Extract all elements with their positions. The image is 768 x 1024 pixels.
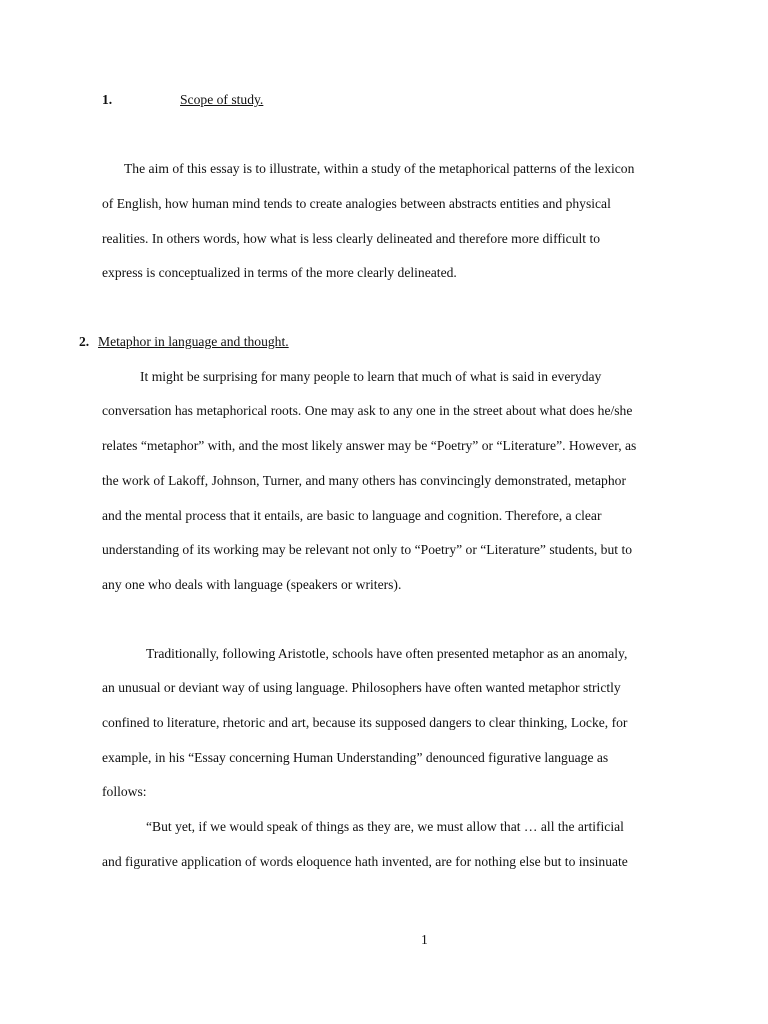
paragraph-line: the work of Lakoff, Johnson, Turner, and many others has convincingly demonstrated, metaphor	[102, 473, 626, 488]
paragraph-line: any one who deals with language (speakers or writers).	[102, 577, 402, 592]
section-1-number: 1.	[102, 92, 113, 107]
paragraph-line: conversation has metaphorical roots. One may ask to any one in the street about what does he/she	[102, 403, 633, 418]
quote-line: and figurative application of words eloquence hath invented, are for nothing else but to insinuate	[102, 854, 628, 869]
paragraph-line: realities. In others words, how what is less clearly delineated and therefore more difficult to	[102, 231, 601, 246]
paragraph-line: example, in his “Essay concerning Human Understanding” denounced figurative language as	[102, 750, 609, 765]
paragraph-line: The aim of this essay is to illustrate, within a study of the metaphorical patterns of the lexicon	[124, 161, 635, 176]
paragraph-line: relates “metaphor” with, and the most likely answer may be “Poetry” or “Literature”. However, as	[102, 438, 637, 453]
paragraph-line: of English, how human mind tends to create analogies between abstracts entities and physical	[102, 196, 611, 211]
quote-line: “But yet, if we would speak of things as they are, we must allow that … all the artificial	[146, 819, 624, 834]
paragraph-line: an unusual or deviant way of using language. Philosophers have often wanted metaphor strictly	[102, 680, 621, 695]
paragraph-line: confined to literature, rhetoric and art, because its supposed dangers to clear thinking, Locke, for	[102, 715, 628, 730]
section-2-title: Metaphor in language and thought.	[98, 334, 289, 349]
section-2-number: 2.	[79, 334, 90, 349]
section-1-title: Scope of study.	[180, 92, 264, 107]
paragraph-line: express is conceptualized in terms of the more clearly delineated.	[102, 265, 457, 280]
paragraph-line: Traditionally, following Aristotle, schools have often presented metaphor as an anomaly,	[146, 646, 628, 661]
paragraph-line: and the mental process that it entails, are basic to language and cognition. Therefore, a clear	[102, 508, 602, 523]
paragraph-line: follows:	[102, 784, 147, 799]
paragraph-line: understanding of its working may be relevant not only to “Poetry” or “Literature” students, but to	[102, 542, 633, 557]
page-number: 1	[421, 932, 428, 947]
paragraph-line: It might be surprising for many people to learn that much of what is said in everyday	[140, 369, 602, 384]
